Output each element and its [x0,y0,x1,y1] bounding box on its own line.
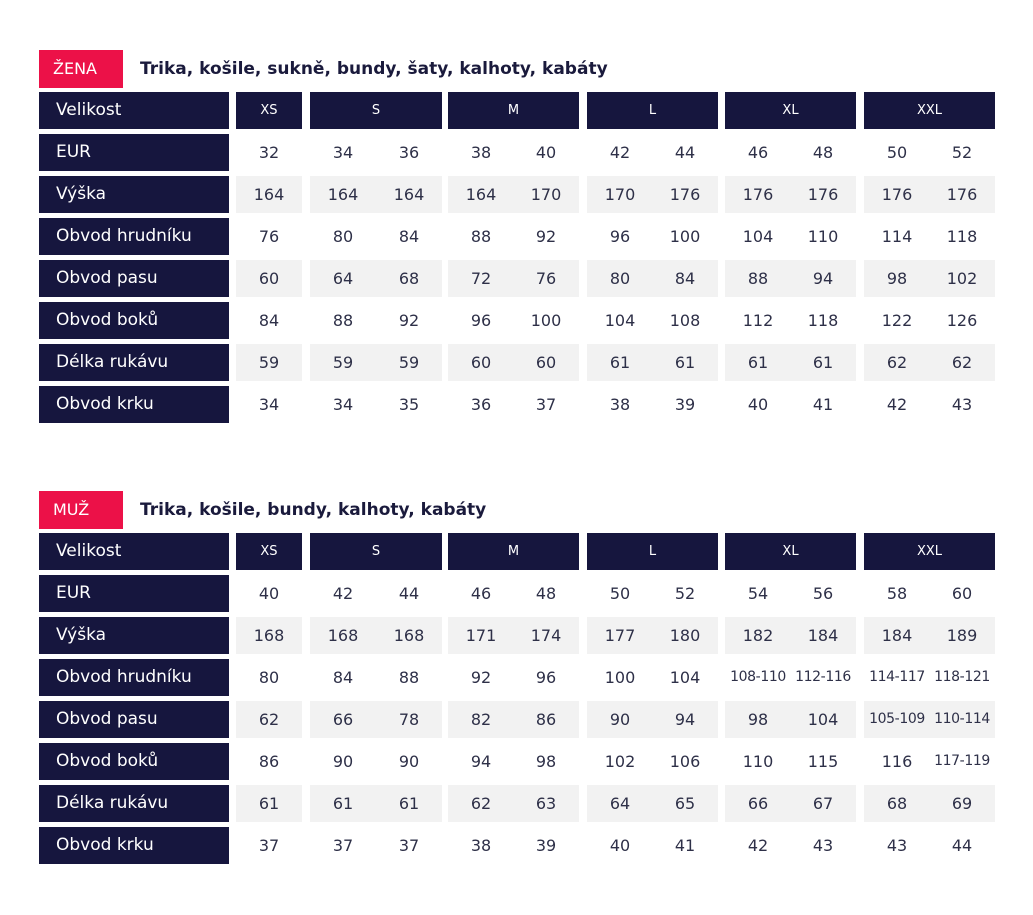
table-cell: 177 [604,626,636,645]
table-cell: 80 [258,668,280,687]
table-cell: 88 [470,227,492,246]
table-cell: 88 [747,269,769,288]
table-cell: 92 [535,227,557,246]
size-header-xl: XL [725,533,856,570]
size-header-xxl: XXL [864,533,995,570]
table-row [39,743,995,780]
table-cell: 76 [258,227,280,246]
table-cell: 34 [258,395,280,414]
table-cell: 110 [807,227,839,246]
table-cell: 61 [812,353,834,372]
table-cell: 36 [398,143,420,162]
table-cell: 64 [332,269,354,288]
table-cell: 61 [398,794,420,813]
table-cell: 50 [886,143,908,162]
table-cell: 126 [946,311,978,330]
table-cell: 116 [881,752,913,771]
table-cell: 36 [470,395,492,414]
table-cell: 58 [886,584,908,603]
table-cell: 176 [742,185,774,204]
table-cell: 110 [742,752,774,771]
table-row [39,260,995,297]
size-header-xl: XL [725,92,856,129]
table-cell: 180 [669,626,701,645]
row-label: Obvod hrudníku [39,218,229,255]
table-row [39,344,995,381]
table-cell: 94 [812,269,834,288]
table-cell: 176 [807,185,839,204]
table-cell: 48 [812,143,834,162]
table-cell: 92 [470,668,492,687]
table-cell: 42 [747,836,769,855]
table-cell: 90 [609,710,631,729]
table-cell: 42 [609,143,631,162]
table-cell: 48 [535,584,557,603]
table-cell: 62 [470,794,492,813]
table-cell: 86 [535,710,557,729]
table-cell: 38 [609,395,631,414]
table-row [39,617,995,654]
table-cell: 96 [535,668,557,687]
table-cell: 62 [258,710,280,729]
row-label: Velikost [39,533,229,570]
row-label: Délka rukávu [39,344,229,381]
table-cell: 37 [258,836,280,855]
table-cell: 60 [535,353,557,372]
table-cell: 122 [881,311,913,330]
size-header-m: M [448,533,579,570]
table-cell: 168 [393,626,425,645]
table-row [39,218,995,255]
table-cell: 115 [807,752,839,771]
table-cell: 176 [669,185,701,204]
table-row [39,827,995,864]
table-cell: 88 [398,668,420,687]
table-cell: 118 [807,311,839,330]
table-cell: 61 [609,353,631,372]
table-cell: 96 [470,311,492,330]
table-cell: 96 [609,227,631,246]
row-label: Výška [39,617,229,654]
table-cell: 112-116 [795,669,851,685]
table-cell: 41 [812,395,834,414]
table-cell: 59 [332,353,354,372]
table-cell: 60 [951,584,973,603]
table-cell: 104 [807,710,839,729]
table-cell: 98 [886,269,908,288]
table-cell: 90 [398,752,420,771]
row-label: Obvod krku [39,827,229,864]
row-label: Obvod krku [39,386,229,423]
table-cell: 98 [747,710,769,729]
table-cell: 43 [812,836,834,855]
table-cell: 76 [535,269,557,288]
table-cell: 184 [807,626,839,645]
size-header-xs: XS [236,533,302,570]
table-cell: 90 [332,752,354,771]
women-badge: ŽENA [39,50,123,88]
table-cell: 102 [946,269,978,288]
size-header-xs: XS [236,92,302,129]
table-cell: 66 [747,794,769,813]
table-cell: 43 [886,836,908,855]
table-cell: 40 [747,395,769,414]
row-label: Obvod pasu [39,701,229,738]
table-row [39,386,995,423]
table-cell: 176 [946,185,978,204]
size-header-m: M [448,92,579,129]
table-row [39,176,995,213]
table-row [39,575,995,612]
table-cell: 68 [886,794,908,813]
table-cell: 84 [674,269,696,288]
table-cell: 72 [470,269,492,288]
table-cell: 61 [258,794,280,813]
table-cell: 43 [951,395,973,414]
table-cell: 170 [530,185,562,204]
table-cell: 82 [470,710,492,729]
table-cell: 84 [398,227,420,246]
table-cell: 118 [946,227,978,246]
table-cell: 52 [951,143,973,162]
table-cell: 42 [886,395,908,414]
table-cell: 59 [398,353,420,372]
table-cell: 164 [465,185,497,204]
table-cell: 106 [669,752,701,771]
table-cell: 164 [393,185,425,204]
table-cell: 38 [470,836,492,855]
table-cell: 164 [253,185,285,204]
table-cell: 168 [253,626,285,645]
table-cell: 35 [398,395,420,414]
row-label: Výška [39,176,229,213]
row-label: EUR [39,575,229,612]
table-cell: 84 [332,668,354,687]
table-cell: 63 [535,794,557,813]
table-cell: 104 [604,311,636,330]
table-cell: 39 [674,395,696,414]
table-cell: 104 [669,668,701,687]
size-header-s: S [310,533,442,570]
table-cell: 38 [470,143,492,162]
table-cell: 171 [465,626,497,645]
table-cell: 170 [604,185,636,204]
table-cell: 80 [609,269,631,288]
table-cell: 42 [332,584,354,603]
table-cell: 37 [398,836,420,855]
table-cell: 104 [742,227,774,246]
table-cell: 108 [669,311,701,330]
table-cell: 108-110 [730,669,786,685]
table-cell: 94 [470,752,492,771]
table-cell: 52 [674,584,696,603]
table-cell: 100 [530,311,562,330]
table-cell: 174 [530,626,562,645]
table-row [39,659,995,696]
table-cell: 56 [812,584,834,603]
table-row [39,302,995,339]
table-cell: 39 [535,836,557,855]
table-cell: 40 [609,836,631,855]
table-cell: 65 [674,794,696,813]
table-row [39,701,995,738]
table-cell: 102 [604,752,636,771]
table-cell: 105-109 [869,711,925,727]
table-cell: 84 [258,311,280,330]
table-cell: 68 [398,269,420,288]
table-cell: 78 [398,710,420,729]
table-cell: 46 [470,584,492,603]
table-cell: 40 [535,143,557,162]
table-cell: 61 [674,353,696,372]
table-cell: 100 [604,668,636,687]
table-cell: 94 [674,710,696,729]
table-cell: 34 [332,395,354,414]
size-header-row [39,533,995,570]
table-row [39,785,995,822]
table-cell: 92 [398,311,420,330]
table-cell: 98 [535,752,557,771]
table-cell: 176 [881,185,913,204]
table-cell: 86 [258,752,280,771]
table-cell: 40 [258,584,280,603]
table-cell: 32 [258,143,280,162]
table-cell: 189 [946,626,978,645]
table-cell: 184 [881,626,913,645]
table-cell: 117-119 [934,753,990,769]
table-cell: 37 [332,836,354,855]
table-cell: 66 [332,710,354,729]
table-cell: 41 [674,836,696,855]
table-cell: 60 [258,269,280,288]
row-label: Obvod boků [39,302,229,339]
table-cell: 60 [470,353,492,372]
table-cell: 44 [674,143,696,162]
table-cell: 62 [951,353,973,372]
table-cell: 88 [332,311,354,330]
table-cell: 110-114 [934,711,990,727]
table-cell: 61 [332,794,354,813]
table-cell: 64 [609,794,631,813]
table-cell: 100 [669,227,701,246]
row-label: Velikost [39,92,229,129]
table-cell: 118-121 [934,669,990,685]
table-cell: 50 [609,584,631,603]
table-cell: 112 [742,311,774,330]
table-cell: 69 [951,794,973,813]
women-subtitle: Trika, košile, sukně, bundy, šaty, kalhoty, kabáty [140,59,608,79]
table-cell: 80 [332,227,354,246]
table-cell: 34 [332,143,354,162]
table-cell: 46 [747,143,769,162]
table-cell: 54 [747,584,769,603]
table-cell: 59 [258,353,280,372]
table-cell: 61 [747,353,769,372]
men-badge: MUŽ [39,491,123,529]
men-subtitle: Trika, košile, bundy, kalhoty, kabáty [140,500,487,520]
row-label: Obvod boků [39,743,229,780]
size-header-xxl: XXL [864,92,995,129]
table-cell: 67 [812,794,834,813]
size-header-s: S [310,92,442,129]
row-label: Obvod hrudníku [39,659,229,696]
table-cell: 164 [327,185,359,204]
row-label: Obvod pasu [39,260,229,297]
table-cell: 168 [327,626,359,645]
table-cell: 114 [881,227,913,246]
row-label: Délka rukávu [39,785,229,822]
size-header-l: L [587,92,718,129]
size-header-l: L [587,533,718,570]
table-cell: 114-117 [869,669,925,685]
row-label: EUR [39,134,229,171]
table-cell: 182 [742,626,774,645]
table-cell: 37 [535,395,557,414]
size-header-row [39,92,995,129]
table-cell: 44 [951,836,973,855]
table-cell: 62 [886,353,908,372]
table-cell: 44 [398,584,420,603]
table-row [39,134,995,171]
